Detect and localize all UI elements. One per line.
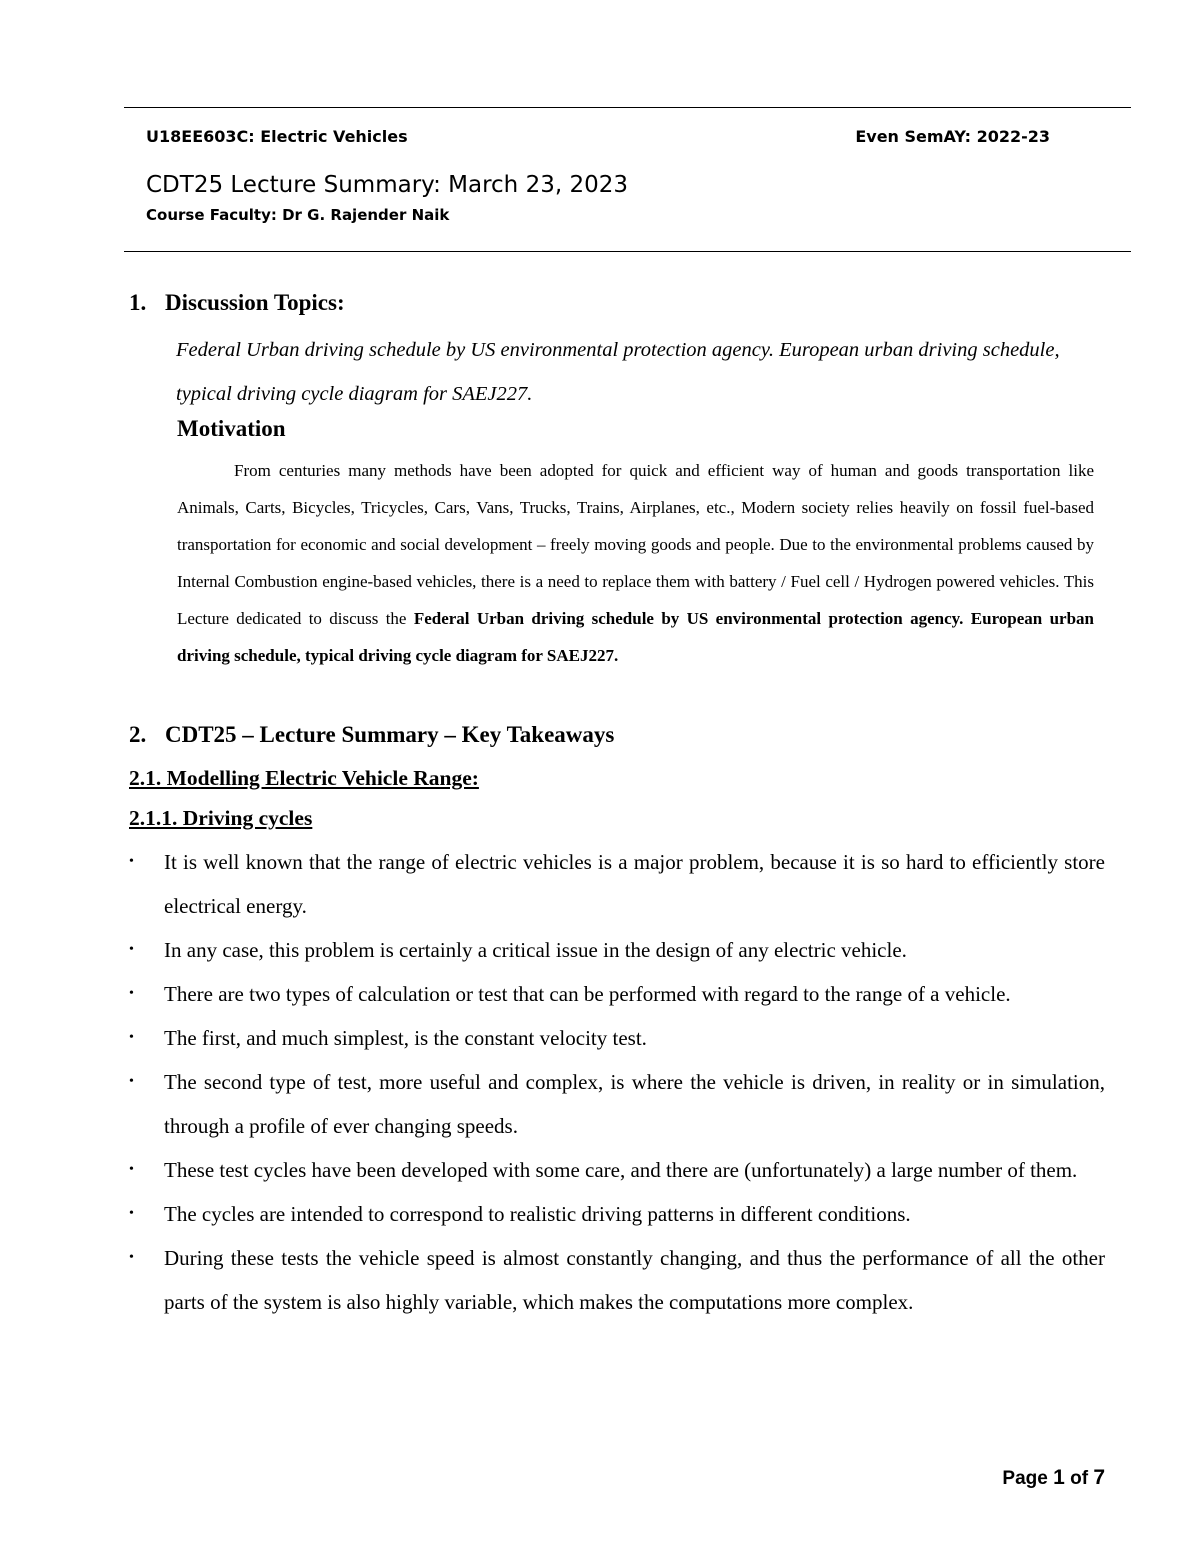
page-of: of: [1070, 1468, 1089, 1489]
bullet-glyph: •: [129, 1030, 134, 1045]
page-label: Page: [1002, 1468, 1048, 1489]
motivation-paragraph: [177, 452, 1094, 674]
motivation-text: From centuries many methods have been adopted for quick and efficient way of human and goods transportation like Animals, Carts, Bicycles, Tricycles, Cars, Vans, Trucks, Trains, Airplanes, etc., Modern society relies heavily on fossil fuel-based transportation for economic and social development – freely moving goods and people. Due to the environmental problems caused by Internal Combustion engine-based vehicles, there is a need to replace them with battery / Fuel cell / Hydrogen powered vehicles. This Lecture dedicated to discuss the: [177, 461, 1094, 628]
bullet-text: The second type of test, more useful and complex, is where the vehicle is driven, in reality or in simulation, through a profile of ever changing speeds.: [164, 1070, 1105, 1138]
header-bottom-rule: [124, 251, 1131, 252]
bullet-glyph: •: [129, 1074, 134, 1089]
bullet-glyph: •: [129, 854, 134, 869]
motivation-bold-text: Federal Urban driving schedule by US environmental protection agency. European urban driving schedule, typical driving cycle diagram for SAEJ227.: [177, 609, 1094, 665]
bullet-glyph: •: [129, 1250, 134, 1265]
subsection-heading: 2.1. Modelling Electric Vehicle Range:: [129, 766, 479, 790]
bullet-item: [129, 1016, 1105, 1060]
bullet-glyph: •: [129, 1206, 134, 1221]
bullet-text: There are two types of calculation or test that can be performed with regard to the range of a vehicle.: [164, 982, 1011, 1006]
bullet-item: [129, 1148, 1105, 1192]
bullet-text: During these tests the vehicle speed is almost constantly changing, and thus the performance of all the other parts of the system is also highly variable, which makes the computations more complex.: [164, 1246, 1105, 1314]
motivation-heading: Motivation: [177, 416, 286, 441]
bullet-item: [129, 972, 1105, 1016]
page-total: 7: [1093, 1466, 1105, 1489]
section-2-title: CDT25 – Lecture Summary – Key Takeaways: [165, 722, 615, 747]
bullet-item: [129, 1236, 1105, 1324]
bullet-text: The cycles are intended to correspond to realistic driving patterns in different conditions.: [164, 1202, 911, 1226]
bullet-text: It is well known that the range of electric vehicles is a major problem, because it is so hard to efficiently store electrical energy.: [164, 850, 1105, 918]
section-1-title: Discussion Topics:: [165, 290, 345, 315]
bullet-item: [129, 1060, 1105, 1148]
course-faculty: Course Faculty: Dr G. Rajender Naik: [146, 206, 450, 224]
section-2-number: 2.: [129, 722, 147, 747]
bullet-glyph: •: [129, 942, 134, 957]
discussion-topics-text: Federal Urban driving schedule by US environmental protection agency. European urban driving schedule, typical driving cycle diagram for SAEJ227.: [176, 339, 1060, 405]
bullet-item: [129, 840, 1105, 928]
page-number: [1002, 1466, 1105, 1490]
academic-year: Even SemAY: 2022-23: [855, 127, 1050, 146]
bullet-text: In any case, this problem is certainly a critical issue in the design of any electric vehicle.: [164, 938, 907, 962]
section-1-heading: [129, 290, 345, 316]
bullet-glyph: •: [129, 1162, 134, 1177]
course-code: U18EE603C: Electric Vehicles: [146, 127, 408, 146]
bullet-glyph: •: [129, 986, 134, 1001]
bullet-text: These test cycles have been developed with some care, and there are (unfortunately) a large number of them.: [164, 1158, 1078, 1182]
section-2-heading: [129, 722, 614, 748]
subsubsection-heading: 2.1.1. Driving cycles: [129, 806, 313, 830]
section-1-number: 1.: [129, 290, 147, 315]
page-current: 1: [1053, 1466, 1065, 1489]
lecture-title: CDT25 Lecture Summary: March 23, 2023: [146, 172, 628, 198]
header-top-rule: [124, 107, 1131, 108]
bullet-text: The first, and much simplest, is the constant velocity test.: [164, 1026, 647, 1050]
bullet-item: [129, 928, 1105, 972]
bullet-item: [129, 1192, 1105, 1236]
driving-cycles-bullet-list: [129, 840, 1105, 1324]
